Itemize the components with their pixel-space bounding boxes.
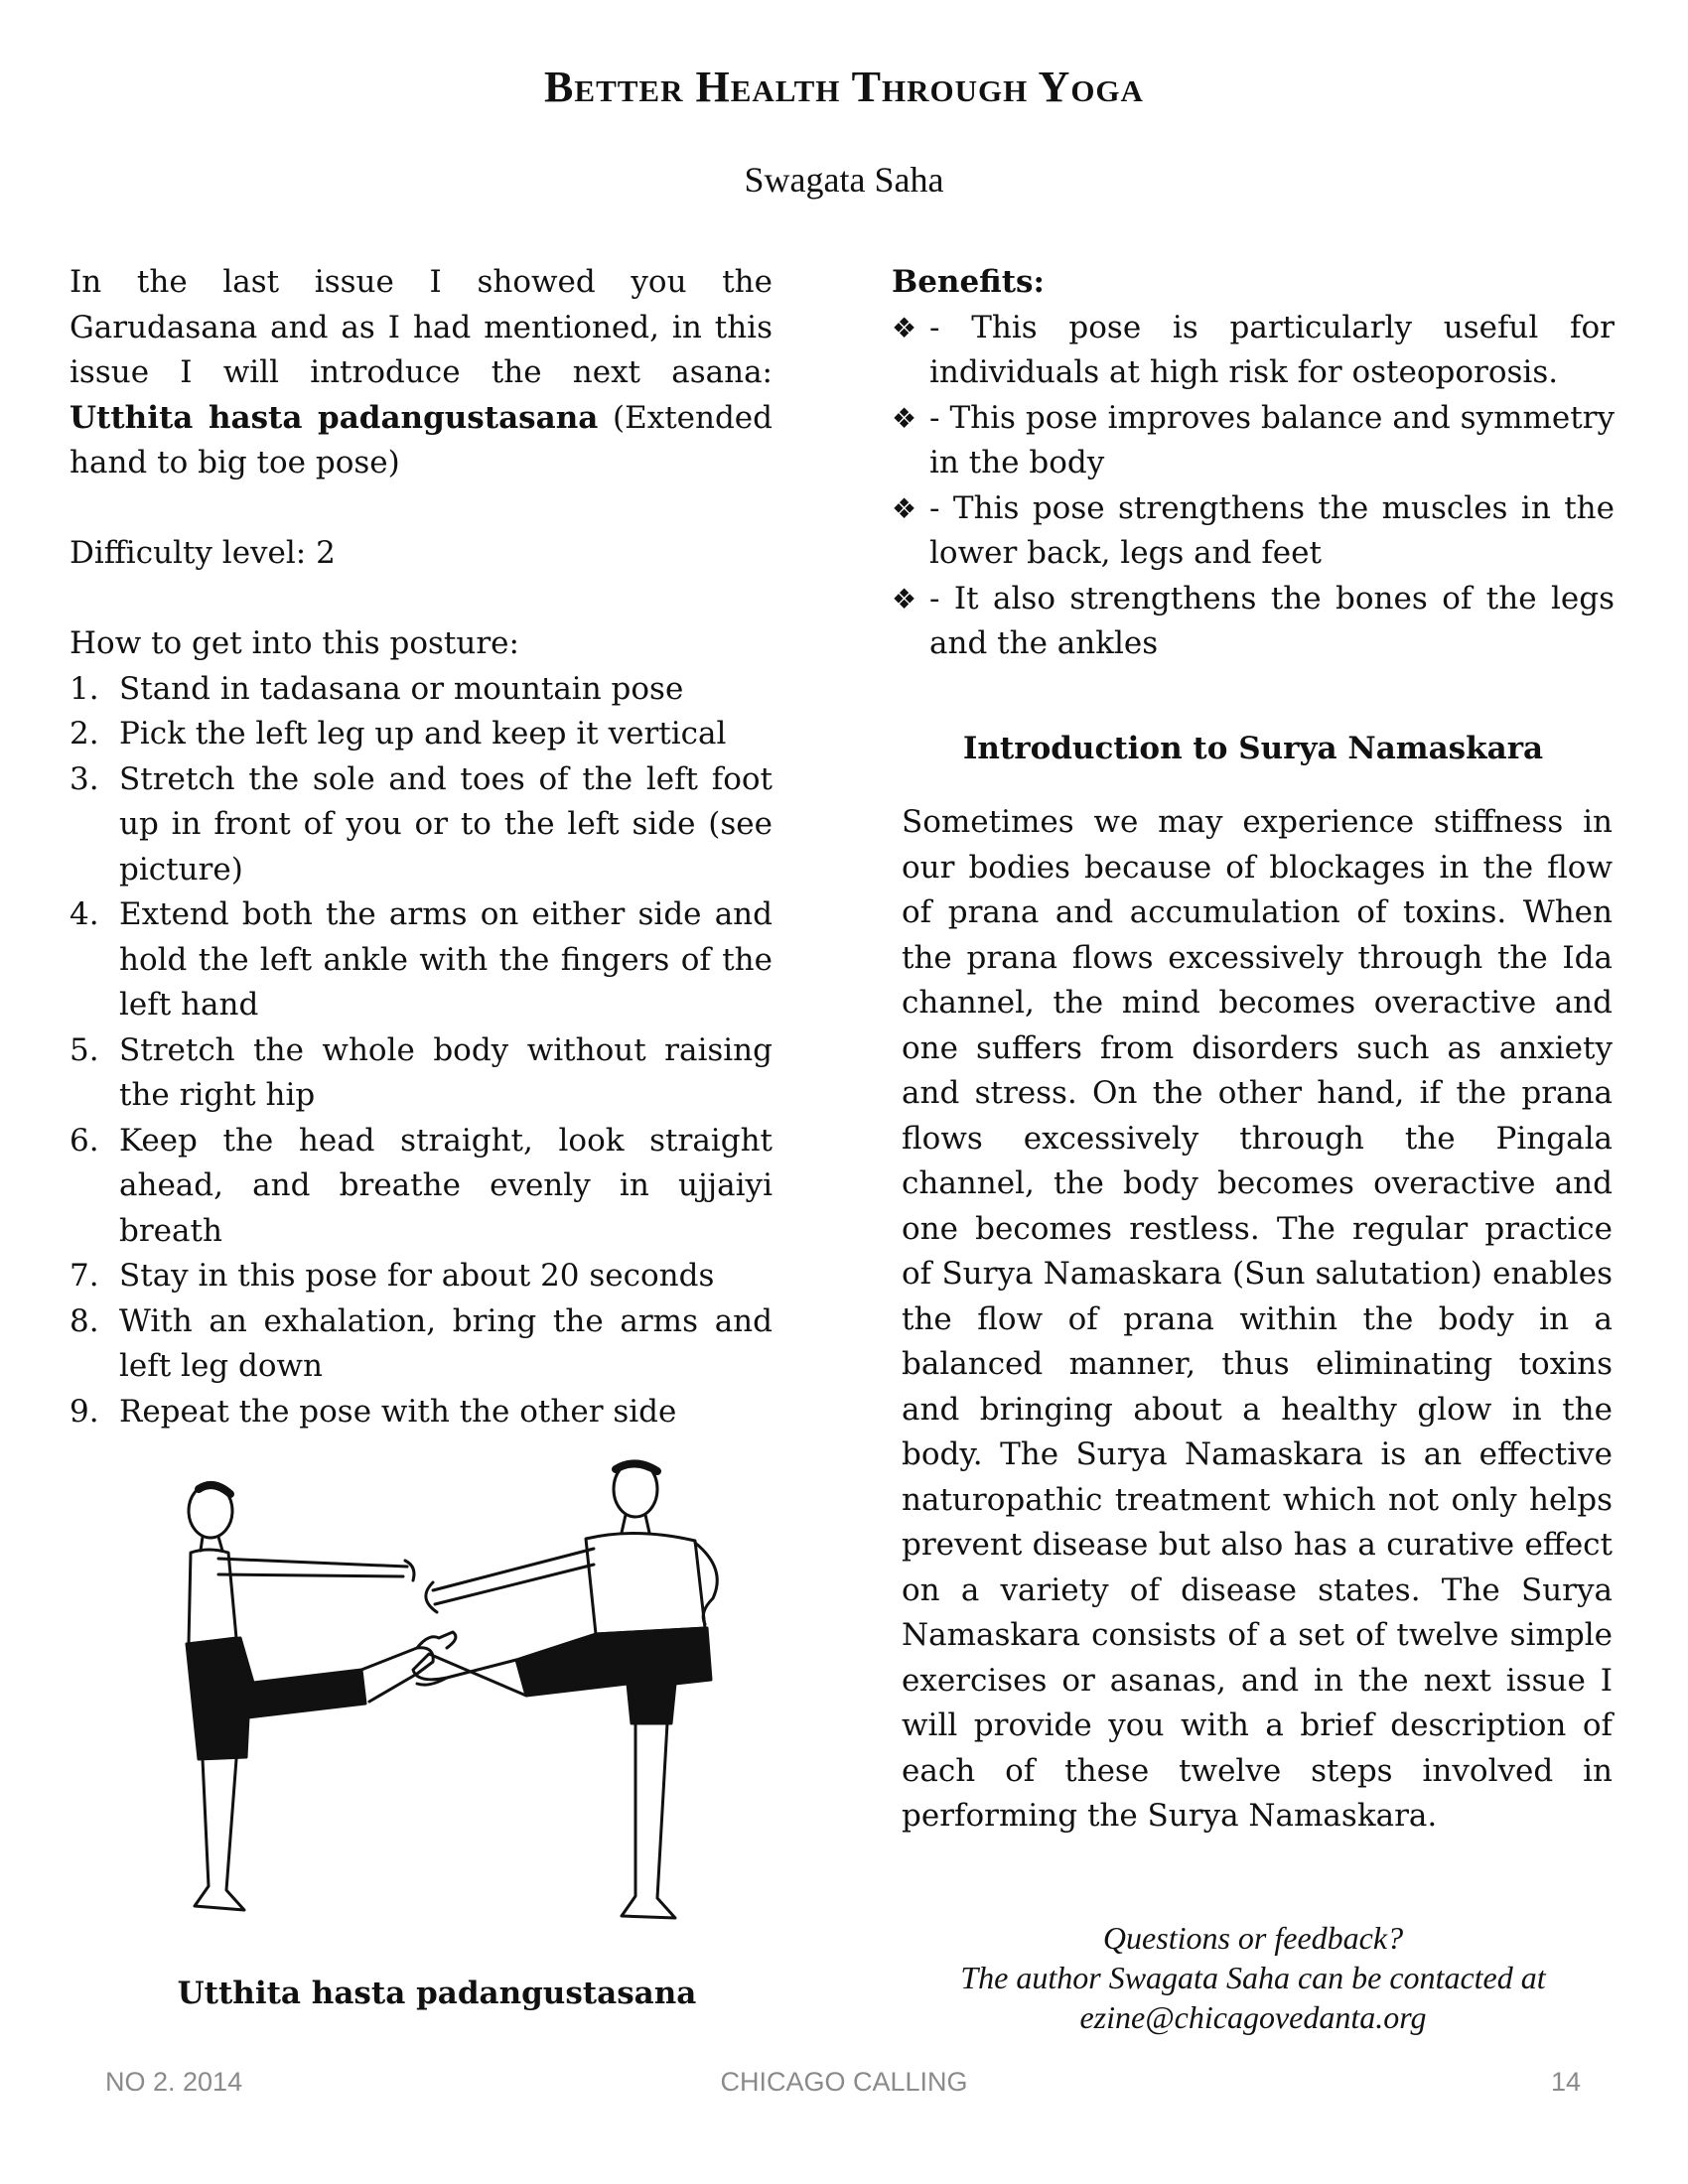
section-body: Sometimes we may experience stiffness in our bodies because of blockages in the flow of prana and accumulation of toxins. When the prana flows excessively through the Ida channel, the mind becomes overactive and one suffers from disorders such as anxiety and stress. On the other hand, if the prana flows excessively through the Pingala channel, the body becomes overactive and one becomes restless. The regular practice of Surya Namaskara (Sun salutation) enables the flow of prana within the body in a balanced manner, thus eliminating toxins and bringing about a healthy glow in the body. The Surya Namaskara is an effective naturopathic treatment which not only helps prevent disease but also has a curative effect on a variety of disease states. The Surya Namaskara consists of a set of twelve simple exercises or asanas, and in the next issue I will provide you with a brief description of each of these twelve steps involved in performing the Surya Namaskara. xyxy=(902,804,1613,1834)
step-number: 9. xyxy=(70,1393,99,1430)
step-item xyxy=(70,1299,773,1390)
contact-email: ezine@chicagovedanta.org xyxy=(1079,1999,1427,2035)
benefit-item xyxy=(892,396,1615,486)
footer-issue: NO 2. 2014 xyxy=(105,2067,243,2097)
diamond-bullet-icon: ❖ xyxy=(892,401,917,435)
step-number: 2. xyxy=(70,716,99,751)
step-text: With an exhalation, bring the arms and left leg down xyxy=(119,1302,773,1384)
article-title: Better Health Through Yoga xyxy=(544,63,1144,111)
footer-magazine: CHICAGO CALLING xyxy=(720,2067,968,2097)
diamond-bullet-icon: ❖ xyxy=(892,582,917,615)
left-column xyxy=(70,260,773,1434)
steps-list xyxy=(70,667,773,1435)
asana-name: Utthita hasta padangustasana xyxy=(70,399,599,436)
benefit-text: - This pose strengthens the muscles in the lower back, legs and feet xyxy=(929,489,1615,571)
figure-side-view xyxy=(189,1484,414,1644)
step-text: Stretch the sole and toes of the left foot up in front of you or to the left side (see picture) xyxy=(119,760,773,887)
step-number: 1. xyxy=(70,670,99,707)
yoga-pose-illustration xyxy=(119,1449,794,1946)
benefit-item xyxy=(892,486,1615,577)
step-number: 3. xyxy=(70,760,99,797)
intro-paragraph xyxy=(70,260,773,486)
step-item xyxy=(70,757,773,893)
step-text: Stay in this pose for about 20 seconds xyxy=(119,1258,715,1294)
step-item xyxy=(70,712,773,757)
step-item xyxy=(70,1390,773,1435)
step-item xyxy=(70,1119,773,1255)
benefit-text: - This pose improves balance and symmetry in the body xyxy=(929,399,1615,480)
asana-translation: (Extended hand to big toe pose) xyxy=(70,399,773,480)
benefit-text: - This pose is particularly useful for individuals at high risk for osteoporosis. xyxy=(929,309,1615,390)
benefit-item xyxy=(892,577,1615,667)
step-text: Repeat the pose with the other side xyxy=(119,1393,677,1430)
right-column xyxy=(892,260,1615,667)
step-number: 5. xyxy=(70,1031,99,1068)
step-number: 7. xyxy=(70,1258,99,1294)
step-item xyxy=(70,1254,773,1299)
benefit-item xyxy=(892,306,1615,396)
step-item xyxy=(70,1028,773,1119)
benefit-text: - It also strengthens the bones of the legs and the ankles xyxy=(929,580,1615,661)
section-heading: Introduction to Surya Namaskara xyxy=(962,731,1544,766)
difficulty-level: Difficulty level: 2 xyxy=(70,535,336,571)
step-text: Pick the left leg up and keep it vertical xyxy=(119,716,727,751)
how-to-heading: How to get into this posture: xyxy=(70,625,519,661)
step-number: 6. xyxy=(70,1122,99,1159)
step-text: Stretch the whole body without raising the right hip xyxy=(119,1031,773,1113)
contact-line-2: The author Swagata Saha can be contacted at xyxy=(960,1960,1546,1995)
step-number: 4. xyxy=(70,896,99,932)
figure-caption: Utthita hasta padangustasana xyxy=(177,1976,697,2011)
contact-line-1: Questions or feedback? xyxy=(1102,1920,1404,1956)
contact-block xyxy=(892,1918,1615,2037)
footer-page-number: 14 xyxy=(1550,2067,1581,2097)
diamond-bullet-icon: ❖ xyxy=(892,491,917,525)
step-text: Stand in tadasana or mountain pose xyxy=(119,670,684,707)
article-author: Swagata Saha xyxy=(744,160,944,200)
step-text: Extend both the arms on either side and hold the left ankle with the fingers of the left hand xyxy=(119,896,773,1023)
figure-front-view xyxy=(426,1461,717,1634)
benefits-list xyxy=(892,306,1615,667)
step-item xyxy=(70,892,773,1028)
diamond-bullet-icon: ❖ xyxy=(892,311,917,344)
step-number: 8. xyxy=(70,1302,99,1339)
benefits-heading: Benefits: xyxy=(892,264,1045,300)
step-item xyxy=(70,667,773,713)
intro-text: In the last issue I showed you the Garudasana and as I had mentioned, in this issue I will introduce the next asana: xyxy=(70,264,773,390)
step-text: Keep the head straight, look straight ahead, and breathe evenly in ujjaiyi breath xyxy=(119,1122,773,1249)
